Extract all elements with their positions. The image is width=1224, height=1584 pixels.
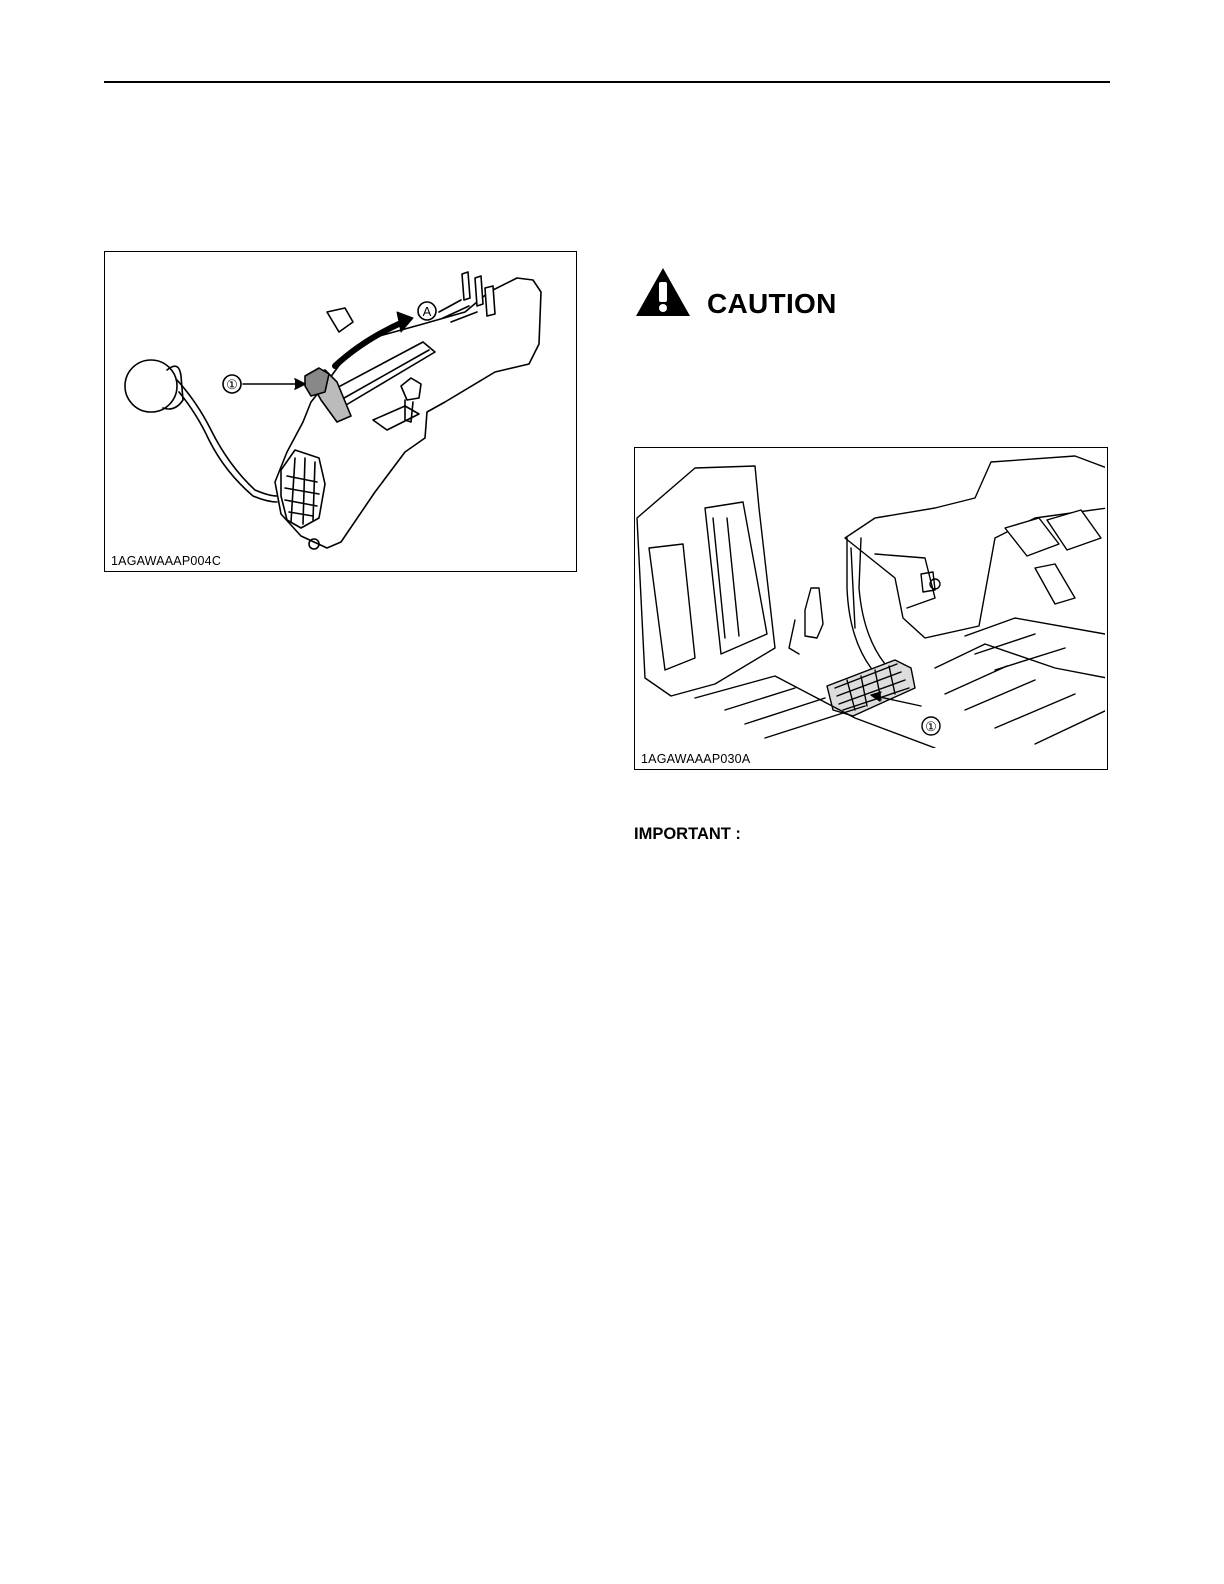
important-heading: IMPORTANT : (634, 825, 741, 843)
gearshift-illustration (105, 252, 575, 552)
figure-gearshift-lever (104, 251, 577, 572)
caution-heading (634, 266, 874, 322)
brake-pedal-illustration (635, 448, 1105, 748)
header-rule (104, 81, 1110, 83)
callout-1-label: ① (925, 719, 937, 734)
figure-brake-pedal (634, 447, 1108, 770)
figure-code: 1AGAWAAAP004C (111, 554, 222, 568)
callout-a-label: A (422, 304, 432, 319)
figure-code: 1AGAWAAAP030A (641, 752, 751, 766)
callout-1-label: ① (226, 377, 238, 392)
caution-label: CAUTION (707, 288, 837, 319)
warning-triangle-icon (634, 266, 692, 318)
